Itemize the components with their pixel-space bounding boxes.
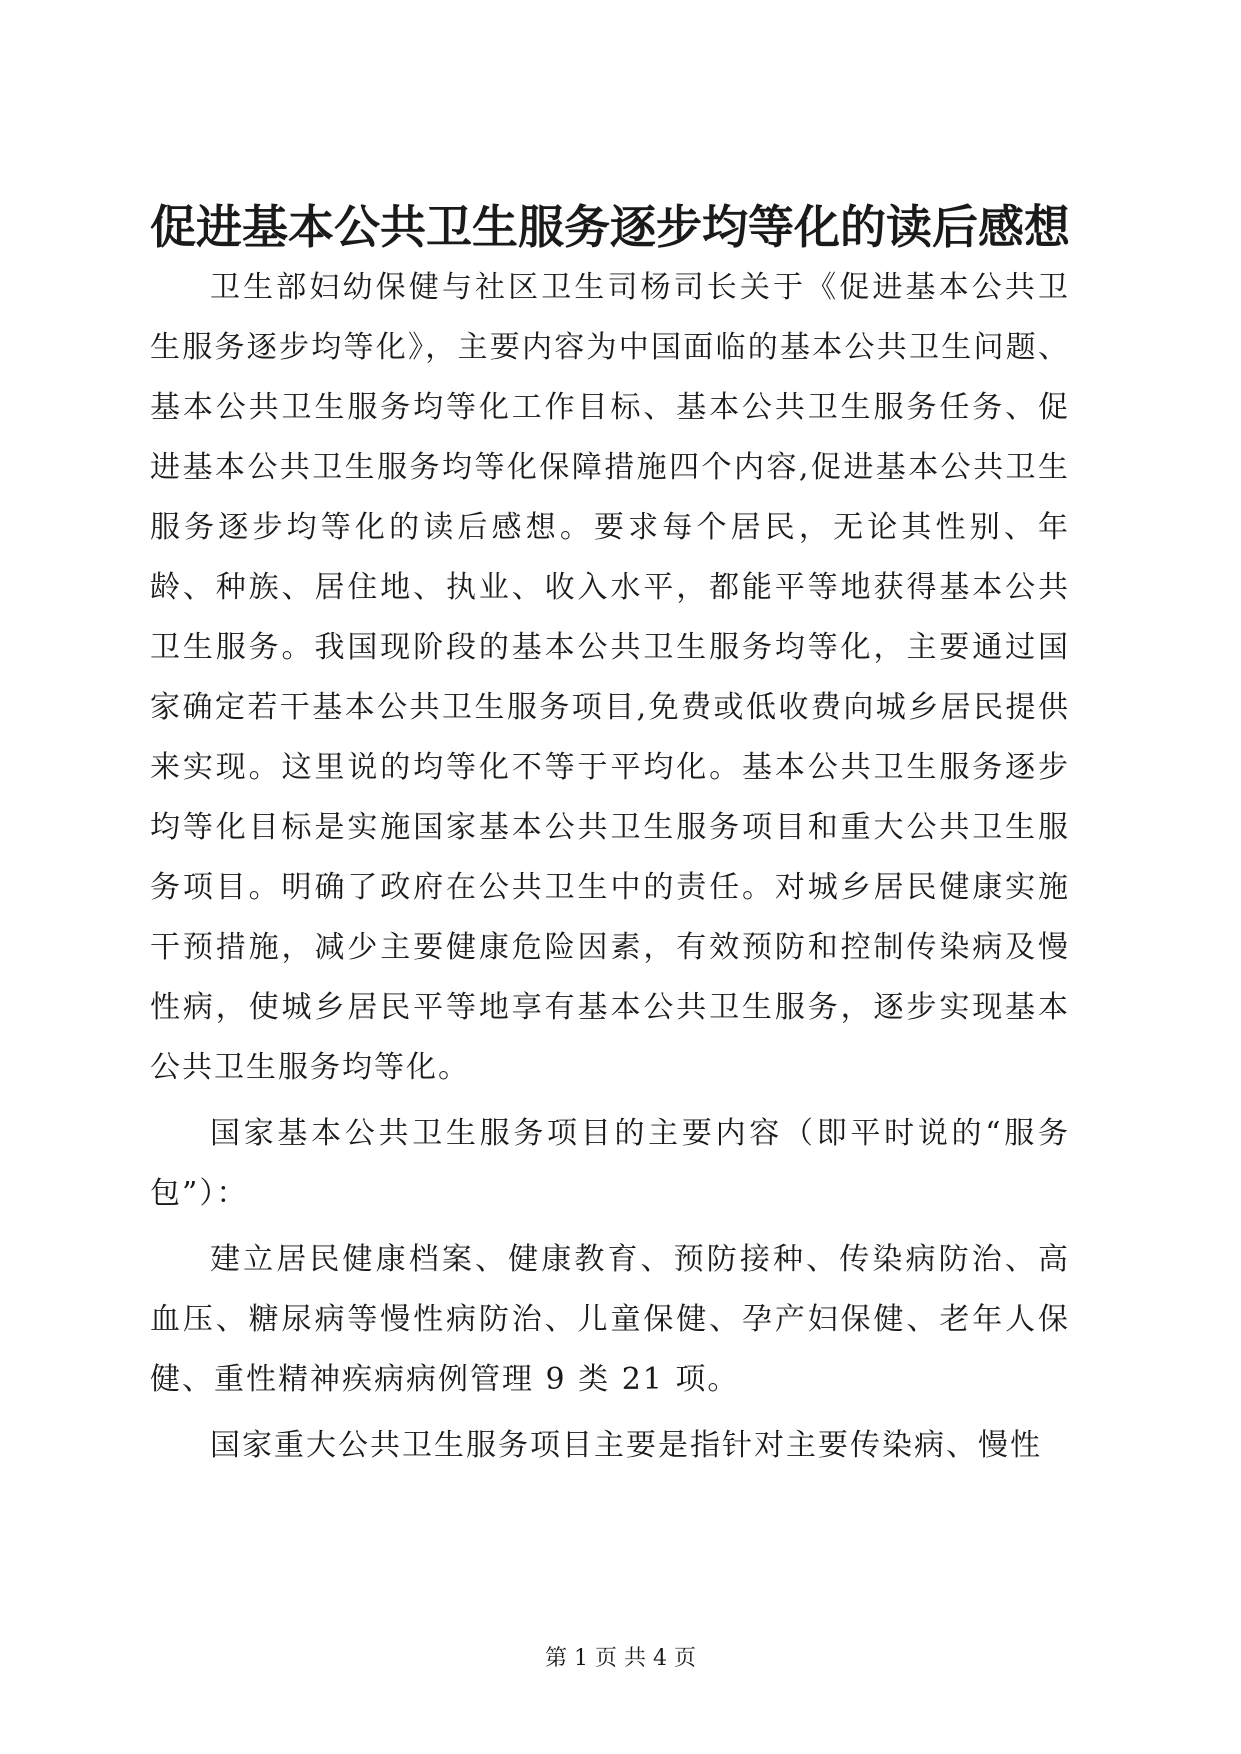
paragraph-2: 国家基本公共卫生服务项目的主要内容（即平时说的“服务包”）：	[150, 1116, 1070, 1211]
document-title: 促进基本公共卫生服务逐步均等化的读后感想	[150, 200, 1070, 254]
page-footer: 第 1 页 共 4 页	[545, 1646, 696, 1671]
paragraph-1: 卫生部妇幼保健与社区卫生司杨司长关于《促进基本公共卫生服务逐步均等化》，主要内容为中国面临的基本公共卫生问题、基本公共卫生服务均等化工作目标、基本公共卫生服务任务、促进基本公共卫生服务均等化保障措施四个内容,促进基本公共卫生服务逐步均等化的读后感想。要求每个居民，无论其性别、年龄、种族、居住地、执业、收入水平，都能平等地获得基本公共卫生服务。我国现阶段的基本公共卫生服务均等化，主要通过国家确定若干基本公共卫生服务项目,免费或低收费向城乡居民提供来实现。这里说的均等化不等于平均化。基本公共卫生服务逐步均等化目标是实施国家基本公共卫生服务项目和重大公共卫生服务项目。明确了政府在公共卫生中的责任。对城乡居民健康实施干预措施，减少主要健康危险因素，有效预防和控制传染病及慢性病，使城乡居民平等地享有基本公共卫生服务，逐步实现基本公共卫生服务均等化。	[150, 270, 1070, 1085]
document-body	[150, 258, 1070, 1476]
paragraph-4: 国家重大公共卫生服务项目主要是指针对主要传染病、慢性	[210, 1428, 1042, 1463]
paragraph-3: 建立居民健康档案、健康教育、预防接种、传染病防治、高血压、糖尿病等慢性病防治、儿童保健、孕产妇保健、老年人保健、重性精神疾病病例管理 9 类 21 项。	[150, 1242, 1070, 1397]
